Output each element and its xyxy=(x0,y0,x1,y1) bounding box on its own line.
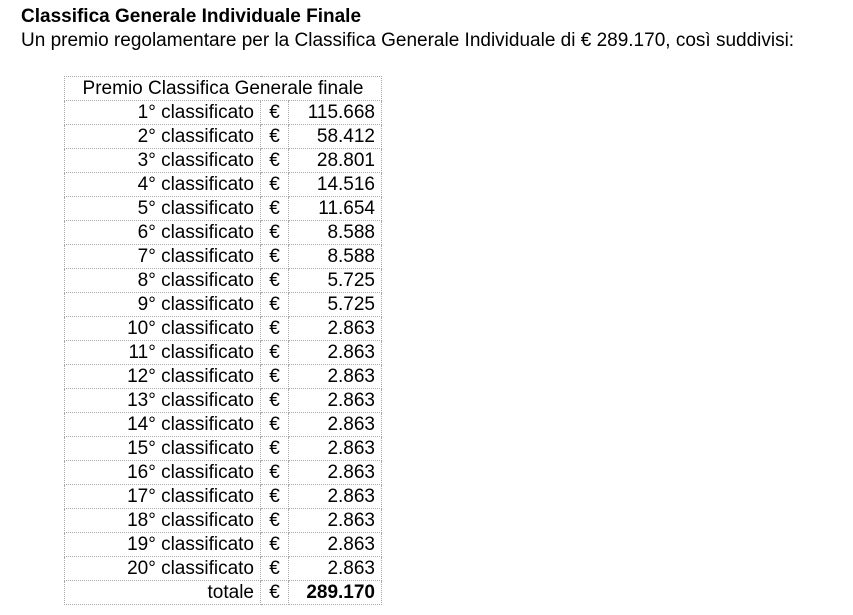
currency-symbol: € xyxy=(261,317,289,341)
currency-symbol: € xyxy=(261,461,289,485)
rank-label: 10° classificato xyxy=(65,317,261,341)
table-row xyxy=(65,197,382,221)
rank-label: 9° classificato xyxy=(65,293,261,317)
rank-label: 5° classificato xyxy=(65,197,261,221)
prize-table xyxy=(64,76,382,605)
prize-amount: 14.516 xyxy=(289,173,382,197)
rank-label: 3° classificato xyxy=(65,149,261,173)
prize-amount: 11.654 xyxy=(289,197,382,221)
table-row xyxy=(65,221,382,245)
table-row xyxy=(65,149,382,173)
rank-label: 15° classificato xyxy=(65,437,261,461)
currency-symbol: € xyxy=(261,389,289,413)
currency-symbol: € xyxy=(261,341,289,365)
total-row xyxy=(65,581,382,605)
prize-amount: 2.863 xyxy=(289,509,382,533)
currency-symbol: € xyxy=(261,245,289,269)
table-row xyxy=(65,101,382,125)
table-row xyxy=(65,533,382,557)
table-row xyxy=(65,269,382,293)
prize-amount: 2.863 xyxy=(289,413,382,437)
document-subtitle: Un premio regolamentare per la Classifica Generale Individuale di € 289.170, così suddivisi: xyxy=(21,30,795,51)
currency-symbol: € xyxy=(261,485,289,509)
table-row xyxy=(65,389,382,413)
currency-symbol: € xyxy=(261,125,289,149)
rank-label: 4° classificato xyxy=(65,173,261,197)
prize-amount: 8.588 xyxy=(289,245,382,269)
table-row xyxy=(65,293,382,317)
prize-amount: 2.863 xyxy=(289,389,382,413)
table-row xyxy=(65,125,382,149)
table-row xyxy=(65,461,382,485)
rank-label: 19° classificato xyxy=(65,533,261,557)
rank-label: 8° classificato xyxy=(65,269,261,293)
prize-table-body xyxy=(65,101,382,605)
currency-symbol: € xyxy=(261,557,289,581)
currency-symbol: € xyxy=(261,101,289,125)
rank-label: 13° classificato xyxy=(65,389,261,413)
table-heading: Premio Classifica Generale finale xyxy=(65,77,382,101)
currency-symbol: € xyxy=(261,365,289,389)
prize-amount: 2.863 xyxy=(289,437,382,461)
currency-symbol: € xyxy=(261,581,289,605)
rank-label: 20° classificato xyxy=(65,557,261,581)
total-amount: 289.170 xyxy=(289,581,382,605)
prize-amount: 5.725 xyxy=(289,293,382,317)
table-row xyxy=(65,557,382,581)
currency-symbol: € xyxy=(261,293,289,317)
rank-label: 1° classificato xyxy=(65,101,261,125)
prize-amount: 2.863 xyxy=(289,533,382,557)
prize-amount: 2.863 xyxy=(289,485,382,509)
currency-symbol: € xyxy=(261,413,289,437)
prize-amount: 2.863 xyxy=(289,317,382,341)
currency-symbol: € xyxy=(261,533,289,557)
currency-symbol: € xyxy=(261,221,289,245)
document-title: Classifica Generale Individuale Finale xyxy=(21,6,362,27)
prize-amount: 2.863 xyxy=(289,557,382,581)
table-row xyxy=(65,365,382,389)
table-row xyxy=(65,245,382,269)
table-row xyxy=(65,485,382,509)
rank-label: 12° classificato xyxy=(65,365,261,389)
currency-symbol: € xyxy=(261,197,289,221)
currency-symbol: € xyxy=(261,149,289,173)
currency-symbol: € xyxy=(261,437,289,461)
table-row xyxy=(65,437,382,461)
prize-amount: 2.863 xyxy=(289,365,382,389)
rank-label: 11° classificato xyxy=(65,341,261,365)
total-label: totale xyxy=(65,581,261,605)
prize-amount: 28.801 xyxy=(289,149,382,173)
currency-symbol: € xyxy=(261,269,289,293)
table-row xyxy=(65,173,382,197)
prize-amount: 5.725 xyxy=(289,269,382,293)
prize-amount: 2.863 xyxy=(289,461,382,485)
rank-label: 6° classificato xyxy=(65,221,261,245)
rank-label: 18° classificato xyxy=(65,509,261,533)
table-header-row xyxy=(65,77,382,101)
table-row xyxy=(65,341,382,365)
currency-symbol: € xyxy=(261,173,289,197)
table-row xyxy=(65,509,382,533)
table-row xyxy=(65,317,382,341)
prize-amount: 58.412 xyxy=(289,125,382,149)
currency-symbol: € xyxy=(261,509,289,533)
rank-label: 16° classificato xyxy=(65,461,261,485)
rank-label: 17° classificato xyxy=(65,485,261,509)
rank-label: 2° classificato xyxy=(65,125,261,149)
table-row xyxy=(65,413,382,437)
prize-amount: 8.588 xyxy=(289,221,382,245)
prize-amount: 115.668 xyxy=(289,101,382,125)
prize-amount: 2.863 xyxy=(289,341,382,365)
rank-label: 7° classificato xyxy=(65,245,261,269)
rank-label: 14° classificato xyxy=(65,413,261,437)
